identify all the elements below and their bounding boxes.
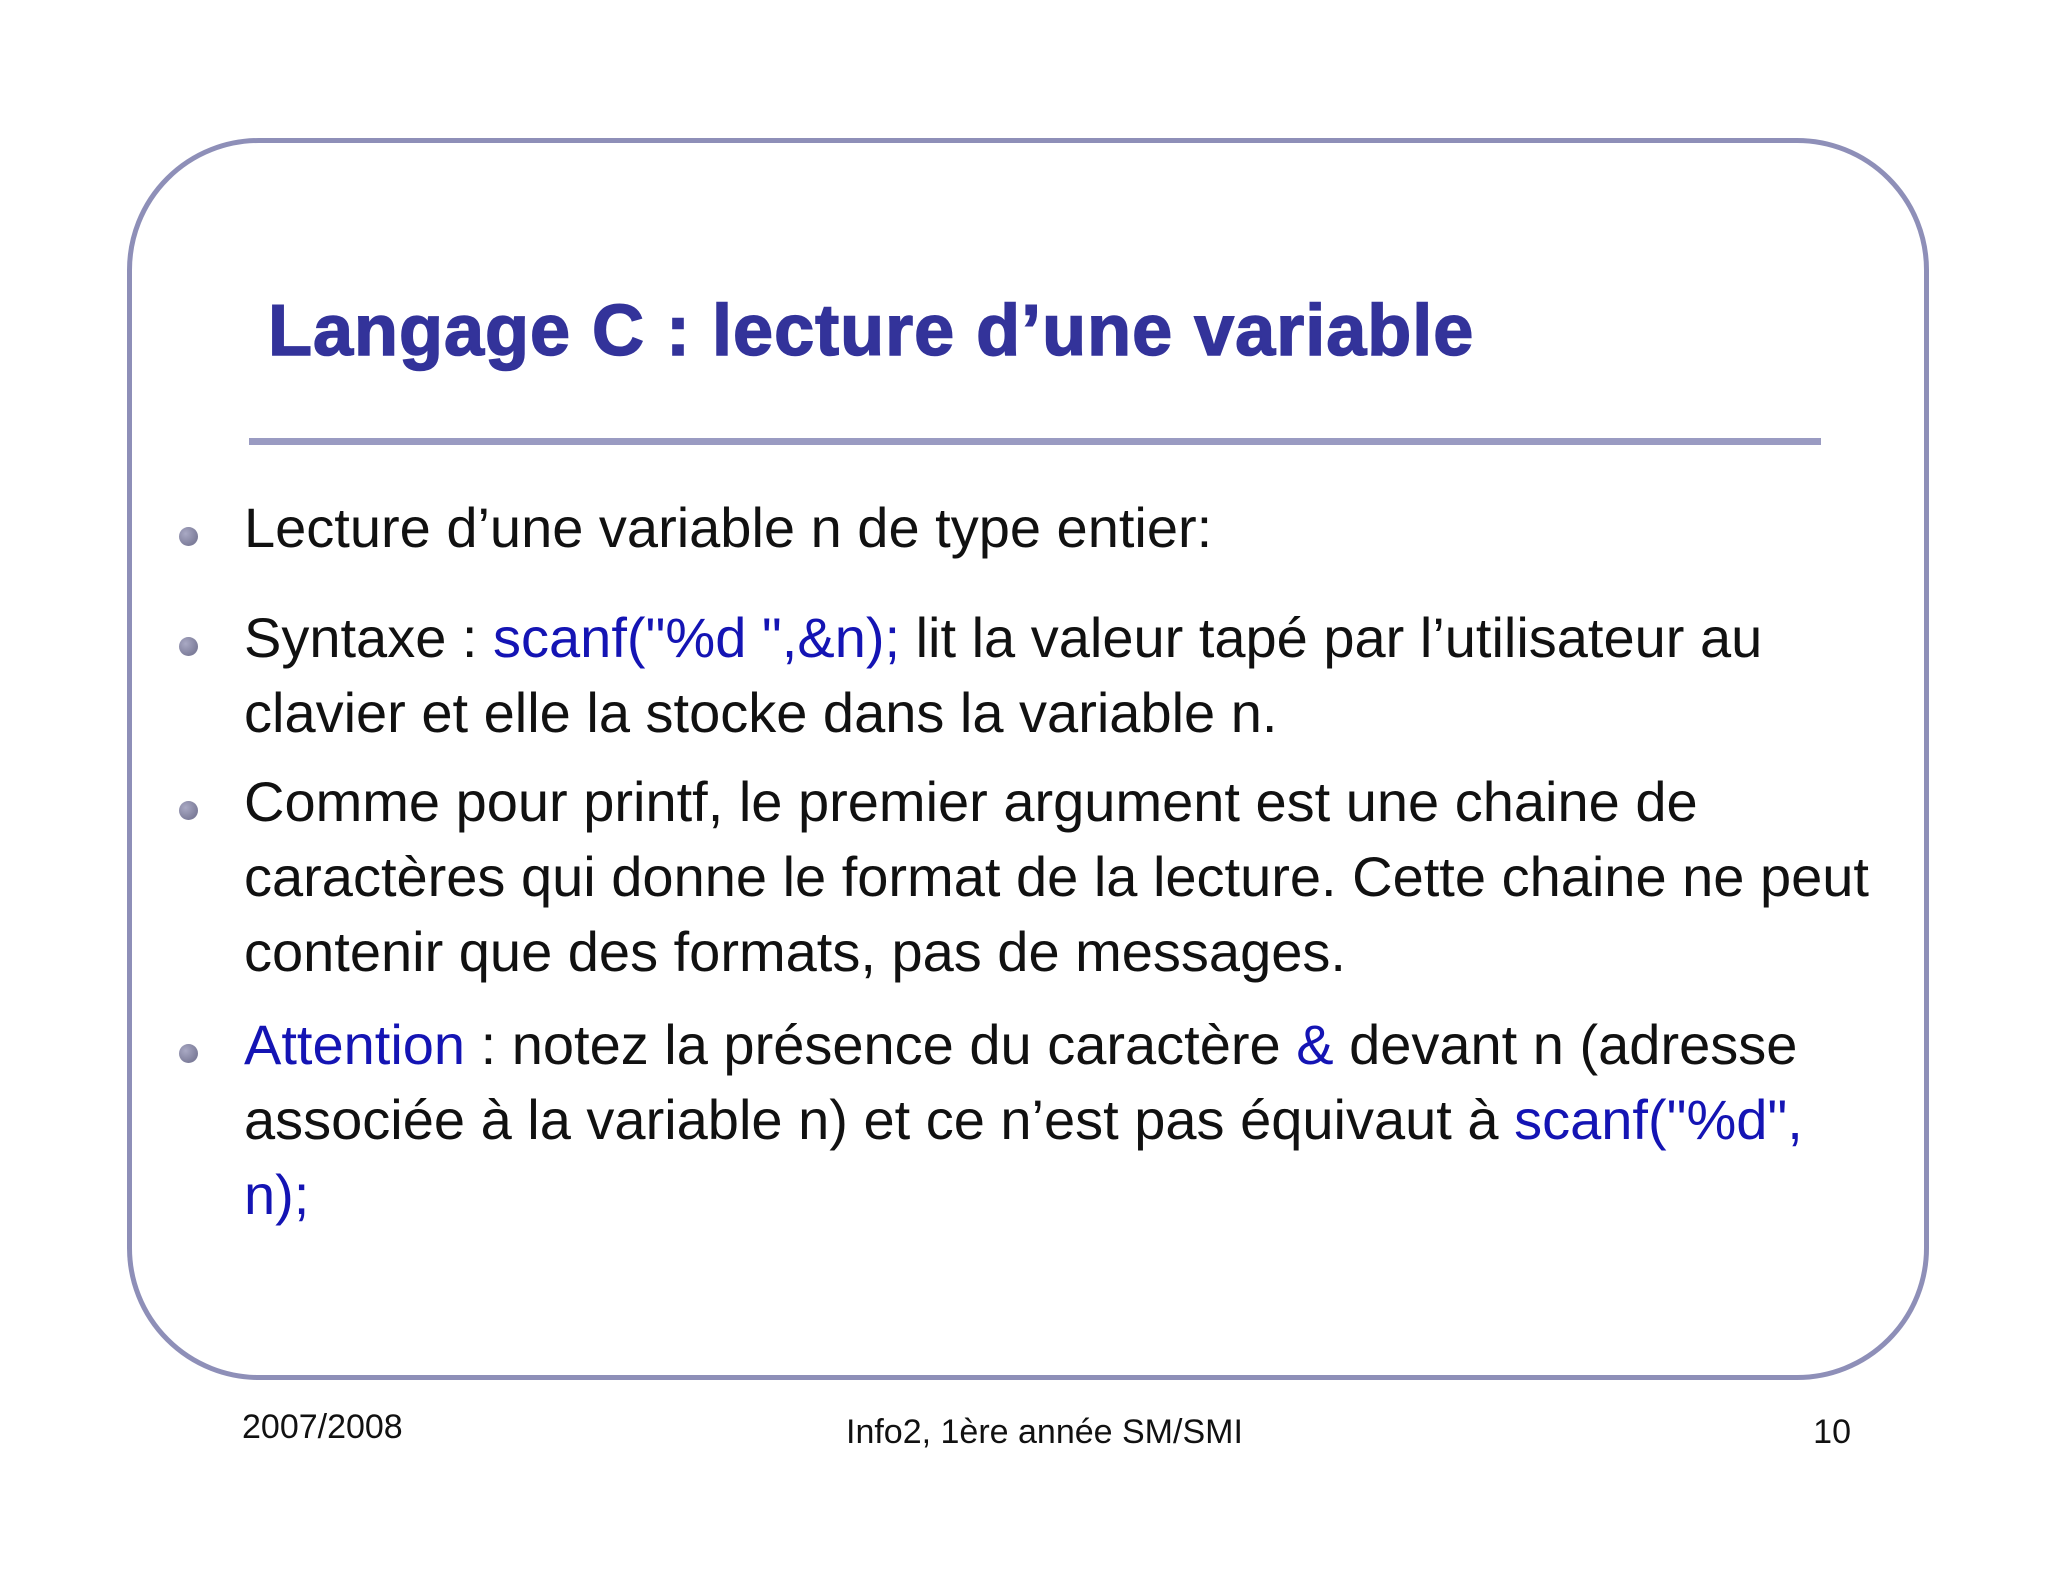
bullet-dot-icon — [179, 527, 198, 546]
code-snippet: scanf("%d ",&n); — [493, 606, 901, 669]
bullet-text: Lecture d’une variable n de type entier: — [244, 496, 1213, 559]
bullet-dot-icon — [179, 637, 198, 656]
title-divider — [249, 438, 1821, 445]
code-snippet: scanf("%d", n); — [244, 1088, 1803, 1226]
bullet-text: Syntaxe : — [244, 606, 494, 669]
attention-label: Attention — [244, 1013, 466, 1076]
bullet-list — [172, 490, 1872, 1232]
bullet-item — [172, 764, 1872, 989]
bullet-text: devant n (adresse associée à la variable n) et ce n’est pas équivaut à — [244, 1013, 1798, 1151]
slide-title: Langage C : lecture d’une variable — [268, 291, 1475, 371]
page-number: 10 — [1813, 1413, 1851, 1451]
ampersand-symbol: & — [1296, 1013, 1334, 1076]
footer-course: Info2, 1ère année SM/SMI — [846, 1413, 1243, 1451]
bullet-dot-icon — [179, 1044, 198, 1063]
bullet-text: Comme pour printf, le premier argument est une chaine de caractères qui donne le format de la lecture. Cette chaine ne peut contenir que des formats, pas de messages. — [244, 770, 1869, 983]
bullet-item — [172, 490, 1872, 565]
bullet-text: : notez la présence du caractère — [465, 1013, 1297, 1076]
bullet-item — [172, 600, 1872, 750]
bullet-dot-icon — [179, 801, 198, 820]
bullet-text: lit la valeur tapé par l’utilisateur au clavier et elle la stocke dans la variable n. — [244, 606, 1763, 744]
footer-date: 2007/2008 — [242, 1408, 403, 1446]
bullet-item — [172, 1007, 1872, 1232]
